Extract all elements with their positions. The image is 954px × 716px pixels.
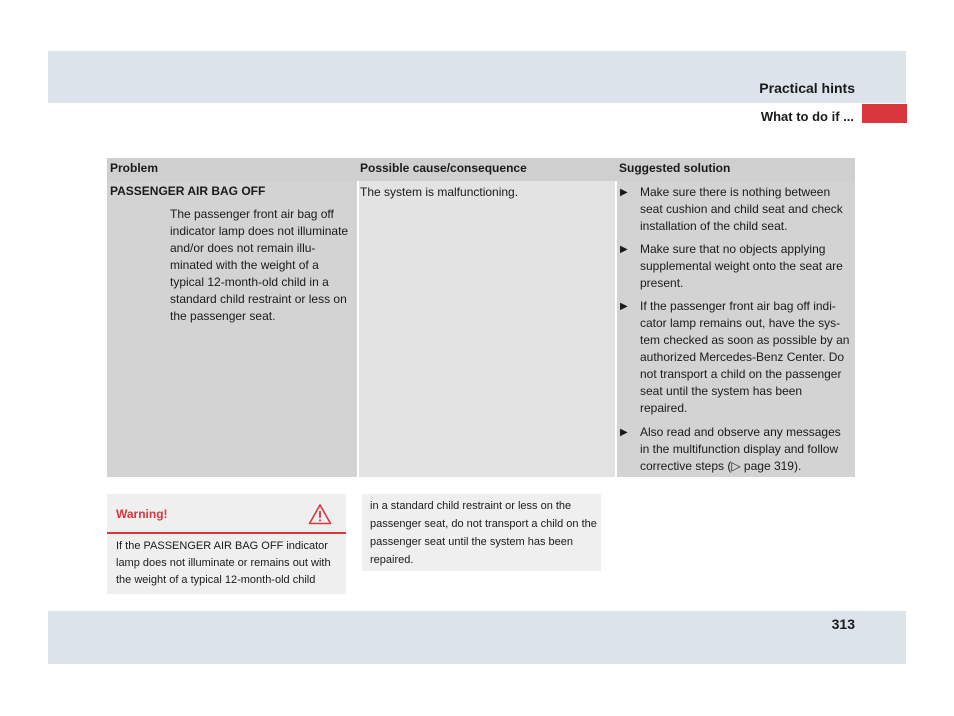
solution-text: Make sure that no objects applying supplemental weight onto the seat are present. (640, 242, 843, 290)
solution-text: If the passenger front air bag off indicator lamp remains out, have the system checked as soon as possible by an authorized Mercedes-Benz Center. Do not transport a child on the passenger seat until the system has been repaired. (640, 299, 850, 415)
header-problem: Problem (110, 161, 159, 175)
warning-label: Warning! (116, 507, 168, 521)
warning-text: If the PASSENGER AIR BAG OFF indicator lamp does not illuminate or remains out with the weight of a typical 12-month-old child (116, 540, 331, 586)
cause-cell (359, 181, 615, 477)
table-header-row (107, 158, 855, 181)
warning-box (107, 494, 346, 594)
problem-title: PASSENGER AIR BAG OFF (110, 184, 266, 198)
problem-cell (107, 181, 357, 477)
cause-text: The system is malfunctioning. (360, 185, 519, 199)
warning-triangle-icon (308, 503, 332, 525)
section-title: Practical hints (759, 80, 855, 96)
warning-header (107, 494, 346, 534)
bullet-icon: ▶ (620, 301, 628, 312)
header-solution: Suggested solution (619, 161, 731, 175)
section-subtitle: What to do if ... (760, 109, 854, 124)
solution-item (620, 241, 852, 292)
solution-text: Also read and observe any messages in the multifunction display and follow corrective steps (▷ page 319). (640, 425, 841, 473)
bullet-icon: ▶ (620, 244, 628, 255)
bullet-icon: ▶ (620, 187, 628, 198)
solution-cell (617, 181, 855, 477)
solution-item (620, 184, 852, 235)
warning-continued-box (362, 494, 601, 571)
footer-band (48, 611, 906, 664)
section-tab-marker (862, 104, 907, 123)
warning-continued-text: in a standard child restraint or less on the passenger seat, do not transport a child on the passenger seat until the system has been repaired. (370, 500, 597, 566)
header-cause: Possible cause/consequence (360, 161, 527, 175)
problem-description: The passenger front air bag off indicator lamp does not illuminate and/or does not remain illuminated with the weight of a typical 12-month-old child in a standard child restraint or less on the passenger seat. (170, 207, 349, 323)
bullet-icon: ▶ (620, 427, 628, 438)
solution-item (620, 298, 852, 417)
solution-text: Make sure there is nothing between seat cushion and child seat and check installation of the child seat. (640, 185, 843, 233)
troubleshooting-table (107, 158, 855, 477)
page-number: 313 (831, 616, 855, 632)
solution-item (620, 424, 852, 475)
